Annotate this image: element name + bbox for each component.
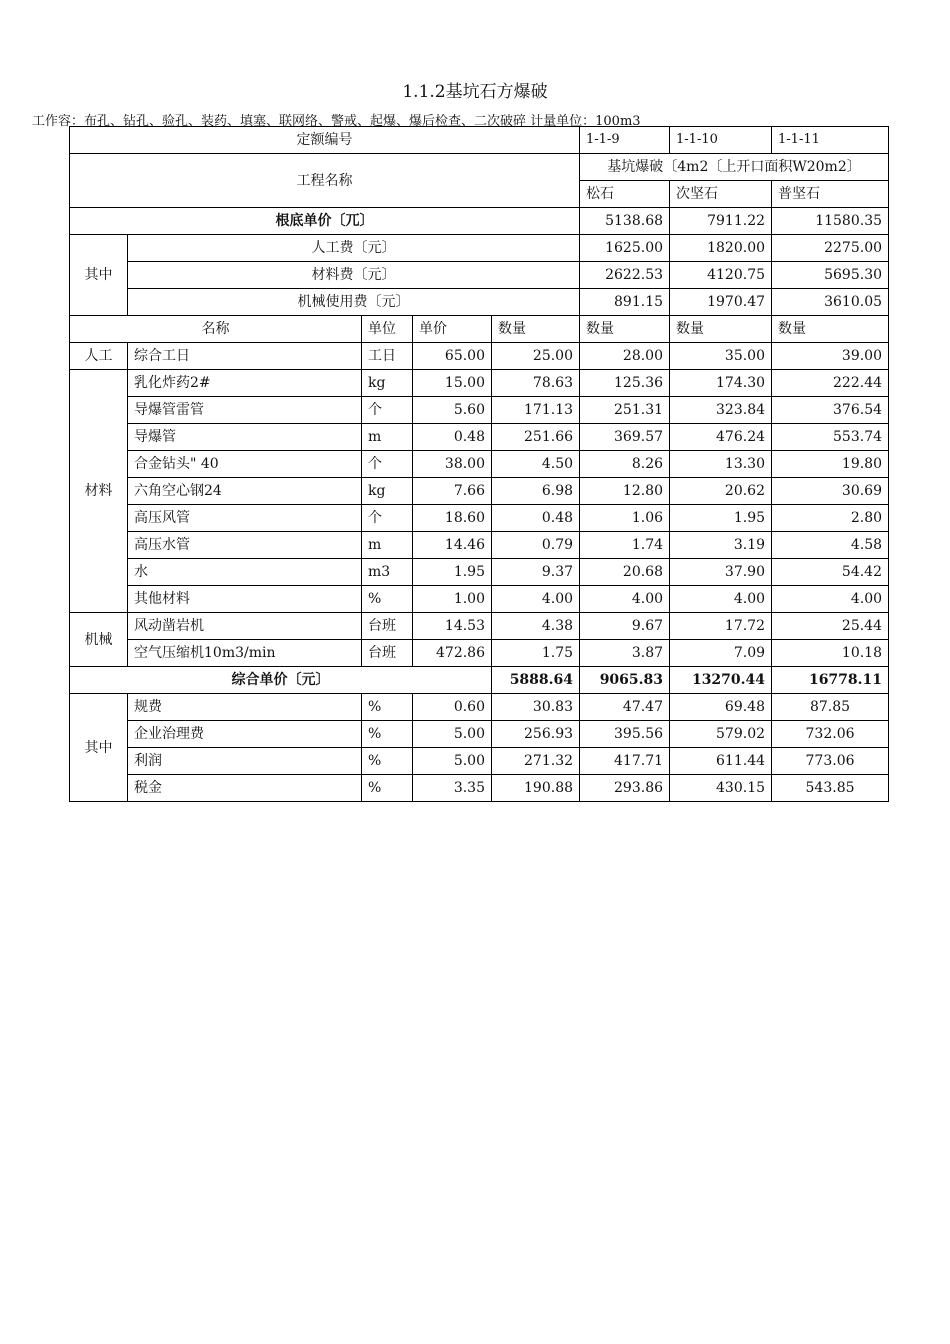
qty-cell: 9.37	[492, 559, 580, 586]
column-header-row	[70, 316, 889, 343]
item-unit: m3	[362, 559, 413, 586]
qty-cell: 4.58	[772, 532, 889, 559]
qty-cell: 611.44	[670, 748, 772, 775]
breakdown-row	[70, 289, 889, 316]
qty-cell: 579.02	[670, 721, 772, 748]
item-price: 1.00	[413, 586, 492, 613]
qty-cell: 20.62	[670, 478, 772, 505]
breakdown-cell: 891.15	[580, 289, 670, 316]
code-cell: 1-1-9	[580, 127, 670, 154]
code-cell: 1-1-10	[670, 127, 772, 154]
qty-cell: 293.86	[580, 775, 670, 802]
qty-cell: 25.44	[772, 613, 889, 640]
item-name: 空气压缩机10m3/min	[128, 640, 362, 667]
breakdown-cell: 5695.30	[772, 262, 889, 289]
qty-cell: 87.85	[772, 694, 889, 721]
item-unit: %	[362, 748, 413, 775]
item-unit: 台班	[362, 613, 413, 640]
item-unit: 个	[362, 451, 413, 478]
material-row	[70, 478, 889, 505]
qty-cell: 4.00	[670, 586, 772, 613]
material-row	[70, 397, 889, 424]
machine-group-label: 机械	[70, 613, 128, 667]
qty-cell: 476.24	[670, 424, 772, 451]
qty-cell: 395.56	[580, 721, 670, 748]
item-price: 65.00	[413, 343, 492, 370]
material-row	[70, 532, 889, 559]
breakdown-cell: 2622.53	[580, 262, 670, 289]
qty-cell: 54.42	[772, 559, 889, 586]
breakdown-cell: 2275.00	[772, 235, 889, 262]
qty-cell: 8.26	[580, 451, 670, 478]
breakdown-group-label: 其中	[70, 235, 128, 316]
qty-cell: 19.80	[772, 451, 889, 478]
item-price: 0.48	[413, 424, 492, 451]
item-unit: 个	[362, 397, 413, 424]
fee-row	[70, 694, 889, 721]
header-qty: 数量	[670, 316, 772, 343]
qty-cell: 1.95	[670, 505, 772, 532]
qty-cell: 732.06	[772, 721, 889, 748]
breakdown-cell: 4120.75	[670, 262, 772, 289]
material-group-label: 材料	[70, 370, 128, 613]
page-title: 1.1.2基坑石方爆破	[402, 82, 548, 102]
qty-cell: 39.00	[772, 343, 889, 370]
qty-cell: 47.47	[580, 694, 670, 721]
item-price: 14.46	[413, 532, 492, 559]
machine-row	[70, 640, 889, 667]
total-cell: 16778.11	[772, 667, 889, 694]
item-name: 其他材料	[128, 586, 362, 613]
qty-cell: 2.80	[772, 505, 889, 532]
qty-cell: 78.63	[492, 370, 580, 397]
qty-cell: 1.75	[492, 640, 580, 667]
base-price-cell: 5138.68	[580, 208, 670, 235]
material-row	[70, 559, 889, 586]
breakdown-cell: 1820.00	[670, 235, 772, 262]
qty-cell: 251.66	[492, 424, 580, 451]
header-qty: 数量	[492, 316, 580, 343]
breakdown-cell: 1970.47	[670, 289, 772, 316]
total-cell: 5888.64	[492, 667, 580, 694]
item-name: 水	[128, 559, 362, 586]
item-name: 税金	[128, 775, 362, 802]
item-name: 风动凿岩机	[128, 613, 362, 640]
item-unit: kg	[362, 478, 413, 505]
qty-cell: 1.74	[580, 532, 670, 559]
qty-cell: 4.00	[772, 586, 889, 613]
breakdown-label: 机械使用费〔元〕	[128, 289, 580, 316]
item-name: 导爆管雷管	[128, 397, 362, 424]
qty-cell: 773.06	[772, 748, 889, 775]
rock-type-cell: 普坚石	[772, 181, 889, 208]
item-name: 高压风管	[128, 505, 362, 532]
item-name: 高压水管	[128, 532, 362, 559]
qty-cell: 430.15	[670, 775, 772, 802]
work-content-line: 工作容：布孔、钻孔、验孔、装药、填塞、联网络、警戒、起爆、爆后检查、二次破碎 计量单位：100m3	[32, 114, 641, 129]
qty-cell: 256.93	[492, 721, 580, 748]
item-name: 导爆管	[128, 424, 362, 451]
header-name: 名称	[70, 316, 362, 343]
item-name: 六角空心钢24	[128, 478, 362, 505]
item-price: 7.66	[413, 478, 492, 505]
item-name: 规费	[128, 694, 362, 721]
item-price: 5.60	[413, 397, 492, 424]
qty-cell: 25.00	[492, 343, 580, 370]
item-name: 利润	[128, 748, 362, 775]
qty-cell: 543.85	[772, 775, 889, 802]
project-group: 基坑爆破〔4m2〔上开口面积W20m2〕	[580, 154, 889, 181]
code-label: 定额编号	[70, 127, 580, 154]
item-price: 5.00	[413, 748, 492, 775]
header-qty: 数量	[580, 316, 670, 343]
item-price: 15.00	[413, 370, 492, 397]
item-price: 1.95	[413, 559, 492, 586]
qty-cell: 4.50	[492, 451, 580, 478]
qty-cell: 4.00	[492, 586, 580, 613]
qty-cell: 417.71	[580, 748, 670, 775]
qty-cell: 125.36	[580, 370, 670, 397]
material-row	[70, 424, 889, 451]
item-price: 38.00	[413, 451, 492, 478]
qty-cell: 323.84	[670, 397, 772, 424]
base-price-label: 根底单价〔兀〕	[70, 208, 580, 235]
item-unit: %	[362, 694, 413, 721]
breakdown-row	[70, 262, 889, 289]
item-price: 0.60	[413, 694, 492, 721]
qty-cell: 35.00	[670, 343, 772, 370]
qty-cell: 4.00	[580, 586, 670, 613]
material-row	[70, 586, 889, 613]
fee-row	[70, 775, 889, 802]
header-unit: 单位	[362, 316, 413, 343]
breakdown-label: 材料费〔元〕	[128, 262, 580, 289]
item-unit: m	[362, 532, 413, 559]
qty-cell: 251.31	[580, 397, 670, 424]
breakdown-cell: 3610.05	[772, 289, 889, 316]
item-name: 综合工日	[128, 343, 362, 370]
item-price: 14.53	[413, 613, 492, 640]
qty-cell: 376.54	[772, 397, 889, 424]
qty-cell: 174.30	[670, 370, 772, 397]
qty-cell: 69.48	[670, 694, 772, 721]
fee-group-label: 其中	[70, 694, 128, 802]
qty-cell: 7.09	[670, 640, 772, 667]
item-price: 472.86	[413, 640, 492, 667]
item-unit: 工日	[362, 343, 413, 370]
item-price: 18.60	[413, 505, 492, 532]
material-row	[70, 451, 889, 478]
item-unit: kg	[362, 370, 413, 397]
qty-cell: 4.38	[492, 613, 580, 640]
labor-row	[70, 343, 889, 370]
qty-cell: 37.90	[670, 559, 772, 586]
qty-cell: 6.98	[492, 478, 580, 505]
labor-group-label: 人工	[70, 343, 128, 370]
base-price-cell: 11580.35	[772, 208, 889, 235]
qty-cell: 0.79	[492, 532, 580, 559]
quota-table	[69, 126, 889, 802]
item-unit: 台班	[362, 640, 413, 667]
item-price: 3.35	[413, 775, 492, 802]
qty-cell: 12.80	[580, 478, 670, 505]
qty-cell: 190.88	[492, 775, 580, 802]
breakdown-row	[70, 235, 889, 262]
item-unit: %	[362, 775, 413, 802]
qty-cell: 28.00	[580, 343, 670, 370]
project-group-row	[70, 154, 889, 181]
item-name: 乳化炸药2#	[128, 370, 362, 397]
qty-cell: 369.57	[580, 424, 670, 451]
base-price-cell: 7911.22	[670, 208, 772, 235]
total-row	[70, 667, 889, 694]
qty-cell: 3.87	[580, 640, 670, 667]
qty-cell: 0.48	[492, 505, 580, 532]
header-qty: 数量	[772, 316, 889, 343]
qty-cell: 10.18	[772, 640, 889, 667]
base-price-row	[70, 208, 889, 235]
qty-cell: 1.06	[580, 505, 670, 532]
code-row	[70, 127, 889, 154]
qty-cell: 553.74	[772, 424, 889, 451]
item-unit: %	[362, 586, 413, 613]
total-label: 综合单价〔元〕	[70, 667, 492, 694]
qty-cell: 30.83	[492, 694, 580, 721]
breakdown-label: 人工费〔元〕	[128, 235, 580, 262]
code-cell: 1-1-11	[772, 127, 889, 154]
rock-type-cell: 次坚石	[670, 181, 772, 208]
item-name: 合金钻头" 40	[128, 451, 362, 478]
breakdown-cell: 1625.00	[580, 235, 670, 262]
qty-cell: 222.44	[772, 370, 889, 397]
item-unit: m	[362, 424, 413, 451]
total-cell: 13270.44	[670, 667, 772, 694]
qty-cell: 17.72	[670, 613, 772, 640]
qty-cell: 30.69	[772, 478, 889, 505]
item-name: 企业治理费	[128, 721, 362, 748]
item-price: 5.00	[413, 721, 492, 748]
qty-cell: 20.68	[580, 559, 670, 586]
total-cell: 9065.83	[580, 667, 670, 694]
qty-cell: 13.30	[670, 451, 772, 478]
machine-row	[70, 613, 889, 640]
material-row	[70, 370, 889, 397]
qty-cell: 9.67	[580, 613, 670, 640]
fee-row	[70, 748, 889, 775]
item-unit: 个	[362, 505, 413, 532]
rock-type-cell: 松石	[580, 181, 670, 208]
header-price: 单价	[413, 316, 492, 343]
item-unit: %	[362, 721, 413, 748]
qty-cell: 271.32	[492, 748, 580, 775]
project-label: 工程名称	[70, 154, 580, 208]
material-row	[70, 505, 889, 532]
fee-row	[70, 721, 889, 748]
qty-cell: 171.13	[492, 397, 580, 424]
qty-cell: 3.19	[670, 532, 772, 559]
